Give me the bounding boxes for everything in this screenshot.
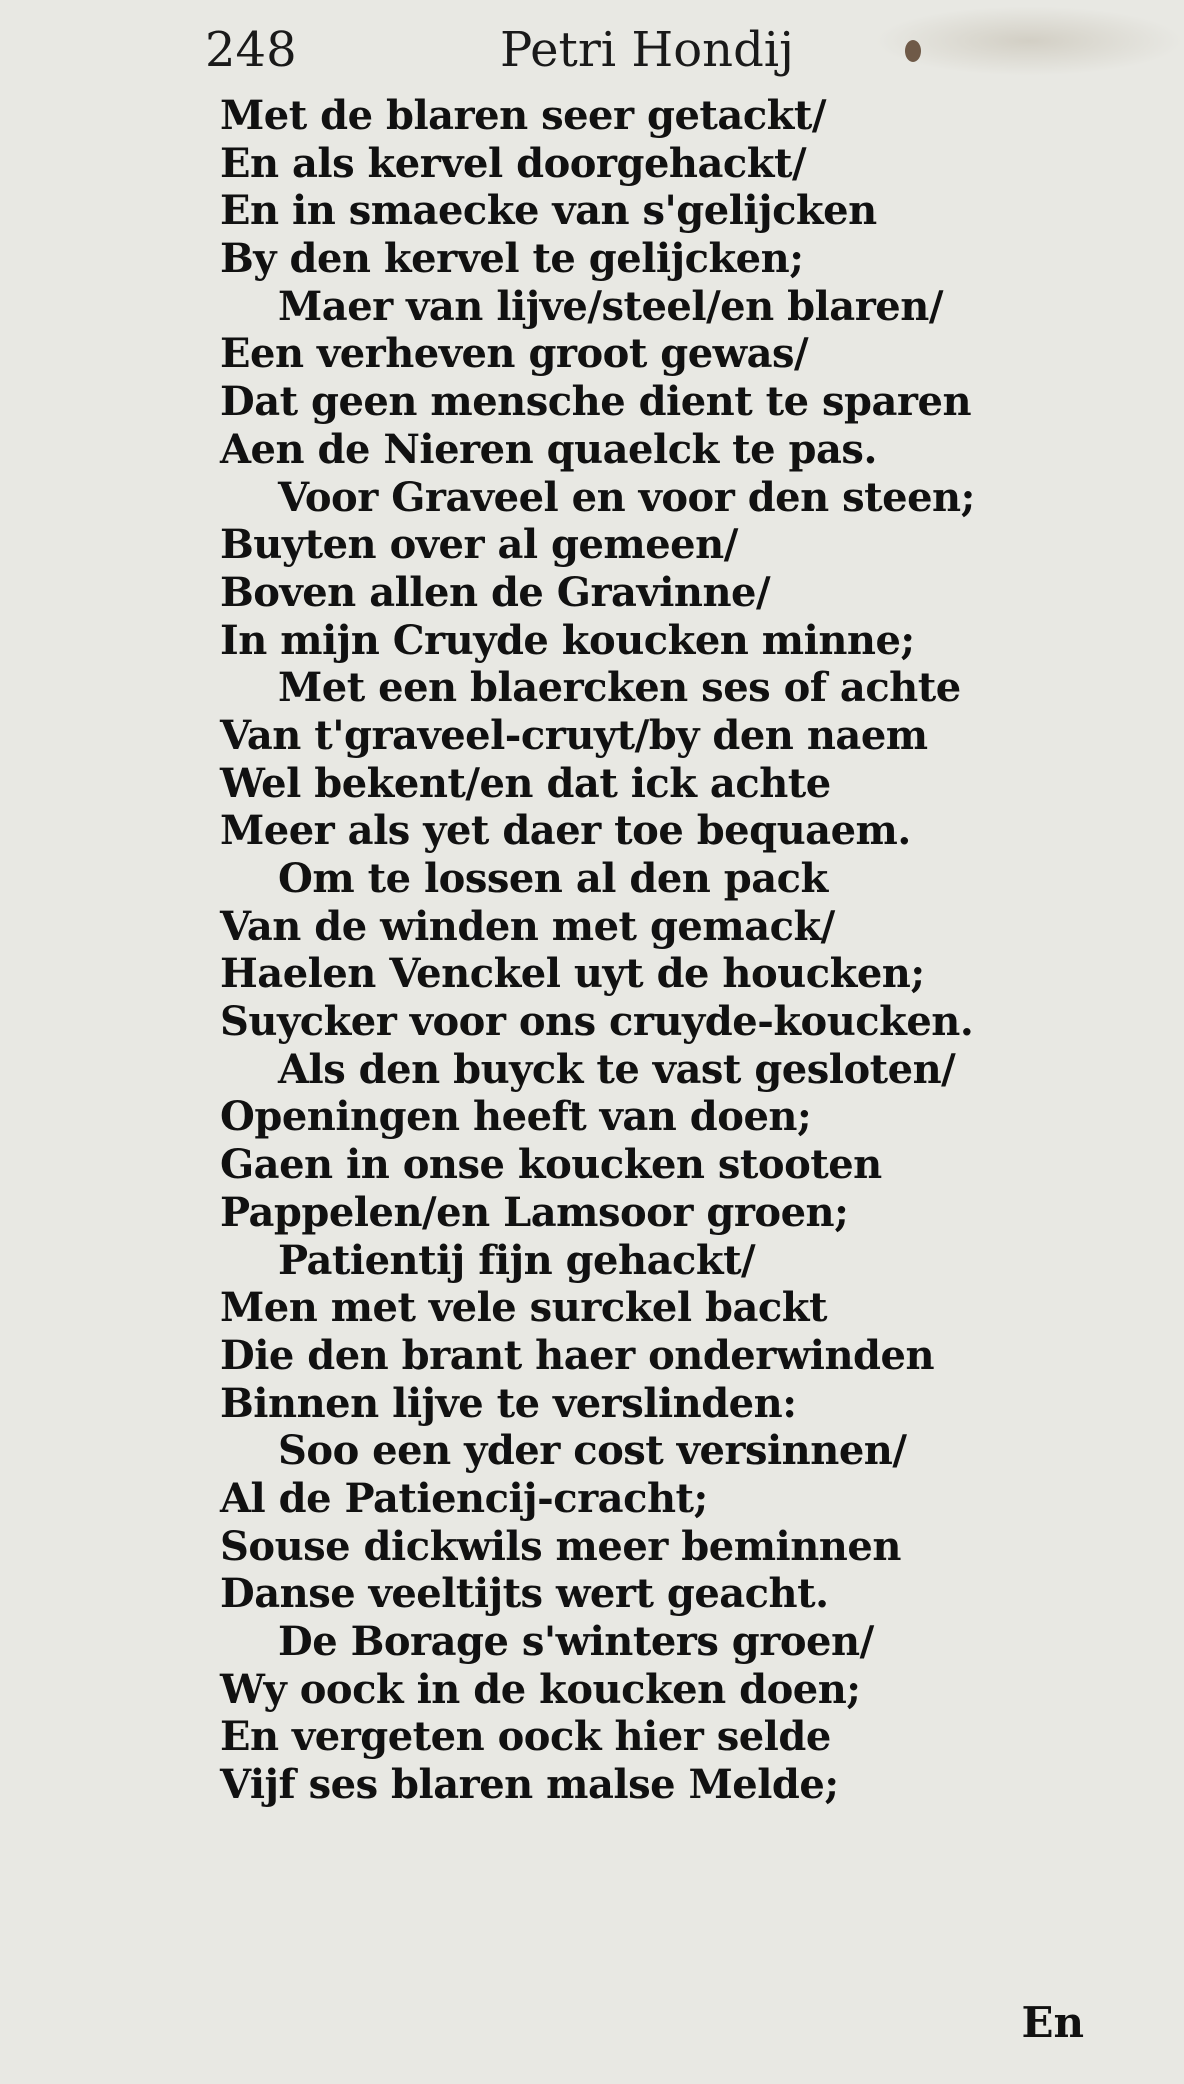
catchword: En xyxy=(1021,1998,1084,2047)
verse-line: Buyten over al gemeen/ xyxy=(220,521,738,569)
verse-line: Meer als yet daer toe bequaem. xyxy=(220,807,911,855)
verse-line: Die den brant haer onderwinden xyxy=(220,1331,935,1379)
verse-line: Dat geen mensche dient te sparen xyxy=(220,378,972,426)
page-number: 248 xyxy=(205,22,297,78)
verse-line: Haelen Venckel uyt de houcken; xyxy=(220,950,925,998)
verse-block xyxy=(220,92,1100,1809)
verse-line: En in smaecke van s'gelijcken xyxy=(220,187,877,235)
verse-line: By den kervel te gelijcken; xyxy=(220,235,804,283)
verse-line: Maer van lijve/steel/en blaren/ xyxy=(278,282,943,330)
page-header xyxy=(205,22,965,82)
verse-line: Danse veeltijts wert geacht. xyxy=(220,1570,829,1618)
ink-spot xyxy=(905,40,921,62)
verse-line: Wy oock in de koucken doen; xyxy=(220,1665,861,1713)
verse-line: En vergeten oock hier selde xyxy=(220,1713,831,1761)
verse-line: Aen de Nieren quaelck te pas. xyxy=(220,425,877,473)
verse-line: Boven allen de Gravinne/ xyxy=(220,568,771,616)
verse-line: Van de winden met gemack/ xyxy=(220,902,835,950)
verse-line: Van t'graveel-cruyt/by den naem xyxy=(220,711,928,759)
verse-line: Binnen lijve te verslinden: xyxy=(220,1379,797,1427)
verse-line: Om te lossen al den pack xyxy=(278,855,828,902)
verse-line: Openingen heeft van doen; xyxy=(220,1093,812,1141)
verse-line: Gaen in onse koucken stooten xyxy=(220,1141,882,1189)
verse-line: Pappelen/en Lamsoor groen; xyxy=(220,1188,849,1236)
verse-line: Wel bekent/en dat ick achte xyxy=(220,759,831,807)
verse-line: Met een blaercken ses of achte xyxy=(278,664,961,712)
verse-line: Patientij fijn gehackt/ xyxy=(278,1236,756,1284)
verse-line: Met de blaren seer getackt/ xyxy=(220,92,826,139)
verse-line: En als kervel doorgehackt/ xyxy=(220,139,807,187)
verse-line: De Borage s'winters groen/ xyxy=(278,1618,874,1665)
verse-line: Suycker voor ons cruyde-koucken. xyxy=(220,998,974,1046)
verse-line: Een verheven groot gewas/ xyxy=(220,330,809,378)
verse-line: Al de Patiencij-cracht; xyxy=(220,1474,708,1522)
verse-line: Voor Graveel en voor den steen; xyxy=(278,473,975,521)
verse-line: In mijn Cruyde koucken minne; xyxy=(220,616,915,664)
verse-line: Vijf ses blaren malse Melde; xyxy=(220,1761,839,1809)
verse-line: Soo een yder cost versinnen/ xyxy=(278,1427,907,1475)
verse-line: Souse dickwils meer beminnen xyxy=(220,1522,901,1570)
verse-line: Men met vele surckel backt xyxy=(220,1284,827,1332)
verse-line: Als den buyck te vast gesloten/ xyxy=(278,1045,956,1093)
running-head: Petri Hondij xyxy=(500,22,795,78)
